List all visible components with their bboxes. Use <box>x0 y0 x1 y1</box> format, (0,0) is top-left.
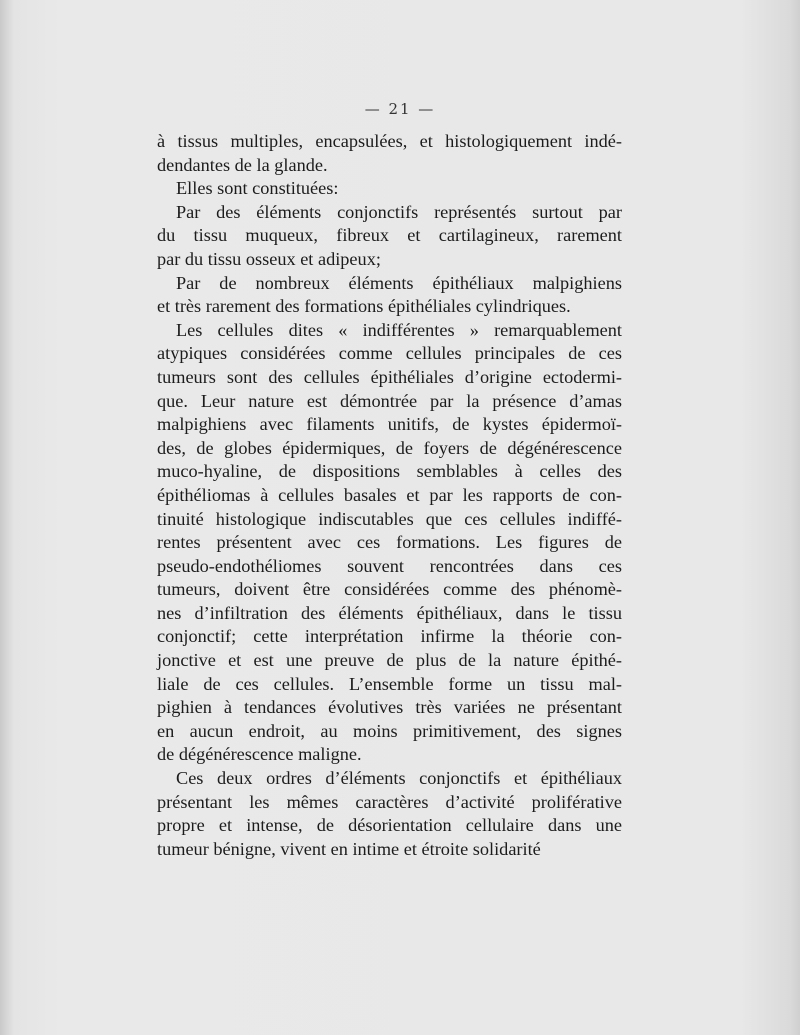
text-line: et très rarement des formations épithéliales cylindriques. <box>157 296 571 317</box>
paragraph-epithelial-elements <box>157 272 622 319</box>
text-line: liale de ces cellules. L’ensemble forme un tissu mal- <box>157 673 622 694</box>
text-line: Par des éléments conjonctifs représentés surtout par <box>176 201 622 222</box>
text-line: tumeurs, doivent être considérées comme des phénomè- <box>157 579 622 600</box>
text-line: muco-hyaline, de dispositions semblables à celles des <box>157 461 622 482</box>
paragraph-indifferent-cells <box>157 319 622 767</box>
text-line: que. Leur nature est démontrée par la présence d’amas <box>157 390 622 411</box>
text-line: Les cellules dites « indifférentes » remarquablement <box>176 319 622 340</box>
text-line: tumeur bénigne, vivent en intime et étroite solidarité <box>157 838 541 859</box>
paragraph-conjunctive-elements <box>157 201 622 272</box>
text-line: par du tissu osseux et adipeux; <box>157 248 381 269</box>
paragraph-two-orders <box>157 767 622 861</box>
text-line: Ces deux ordres d’éléments conjonctifs et épithéliaux <box>176 768 622 789</box>
text-line: malpighiens avec filaments unitifs, de kystes épidermoï- <box>157 414 622 435</box>
text-line: nes d’infiltration des éléments épithéliaux, dans le tissu <box>157 602 622 623</box>
text-line: propre et intense, de désorientation cellulaire dans une <box>157 815 622 836</box>
text-line: du tissu muqueux, fibreux et cartilagineux, rarement <box>157 225 622 246</box>
text-line: pseudo-endothéliomes souvent rencontrées dans ces <box>157 555 622 576</box>
text-line: pighien à tendances évolutives très variées ne présentant <box>157 697 622 718</box>
paragraph-constitution-intro <box>157 177 622 201</box>
text-line: de dégénérescence maligne. <box>157 744 362 765</box>
text-line: à tissus multiples, encapsulées, et histologiquement indé- <box>157 131 622 151</box>
text-line: des, de globes épidermiques, de foyers de dégénérescence <box>157 437 622 458</box>
text-line: Par de nombreux éléments épithéliaux malpighiens <box>176 272 622 293</box>
text-line: jonctive et est une preuve de plus de la nature épithé- <box>157 650 622 671</box>
paragraph-continuation <box>157 130 622 177</box>
text-line: atypiques considérées comme cellules principales de ces <box>157 343 622 364</box>
body-text <box>157 130 622 861</box>
text-line: tumeurs sont des cellules épithéliales d’origine ectodermi- <box>157 366 622 387</box>
page-number: — 21 — <box>364 100 436 118</box>
text-line: conjonctif; cette interprétation infirme la théorie con- <box>157 626 622 647</box>
text-line: tinuité histologique indiscutables que ces cellules indiffé- <box>157 508 622 529</box>
text-line: rentes présentent avec ces formations. Les figures de <box>157 532 622 553</box>
text-line: épithéliomas à cellules basales et par les rapports de con- <box>157 484 622 505</box>
text-line: dendantes de la glande. <box>157 154 328 175</box>
text-line: Elles sont constituées: <box>176 178 339 199</box>
text-line: présentant les mêmes caractères d’activité proliférative <box>157 791 622 812</box>
text-line: en aucun endroit, au moins primitivement, des signes <box>157 720 622 741</box>
